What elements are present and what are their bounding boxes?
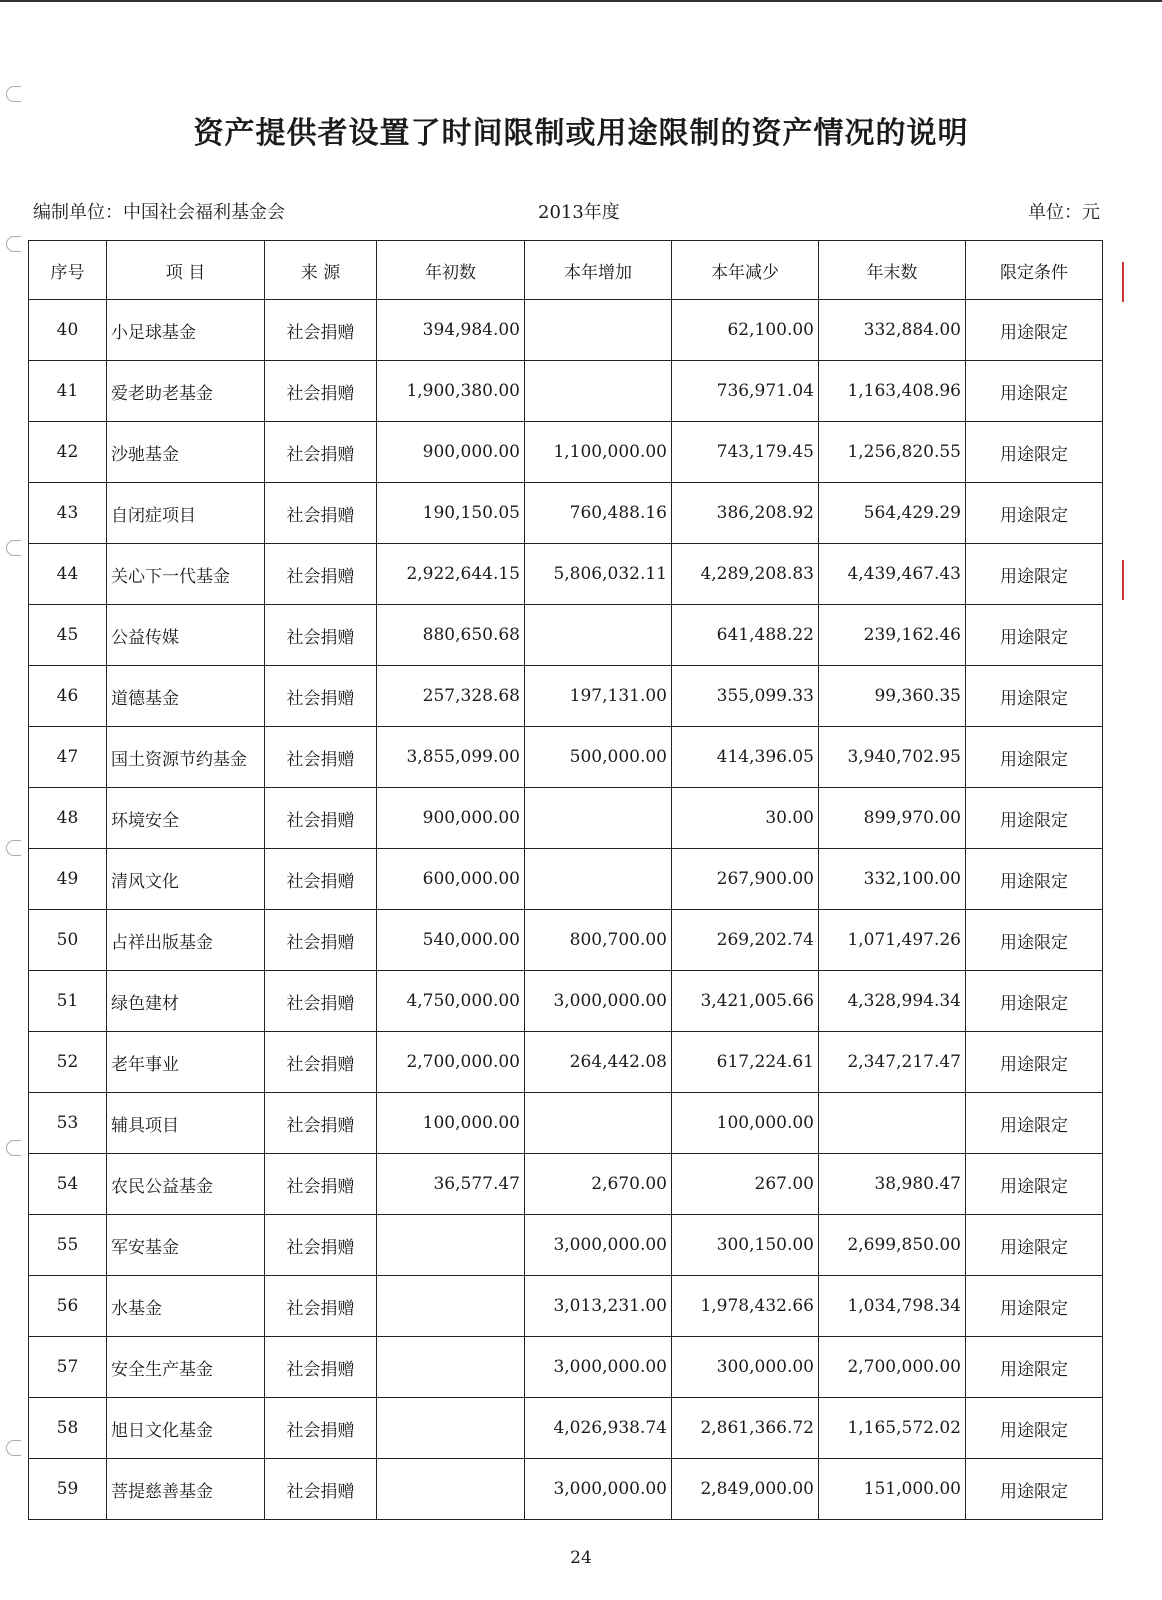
row-condition: 用途限定 — [966, 1032, 1103, 1093]
row-condition: 用途限定 — [966, 605, 1103, 666]
row-increase: 3,000,000.00 — [525, 971, 672, 1032]
row-closing: 1,071,497.26 — [819, 910, 966, 971]
row-closing: 2,347,217.47 — [819, 1032, 966, 1093]
table-row — [29, 727, 1103, 788]
row-increase: 800,700.00 — [525, 910, 672, 971]
org-label: 编制单位：中国社会福利基金会 — [33, 202, 285, 223]
row-item: 自闭症项目 — [107, 483, 265, 544]
row-source: 社会捐赠 — [265, 1276, 377, 1337]
fiscal-year: 2013年度 — [538, 202, 620, 223]
row-opening: 900,000.00 — [377, 788, 525, 849]
row-item: 绿色建材 — [107, 971, 265, 1032]
row-opening: 100,000.00 — [377, 1093, 525, 1154]
row-decrease: 355,099.33 — [672, 666, 819, 727]
row-source: 社会捐赠 — [265, 361, 377, 422]
punch-hole-mark — [6, 1140, 21, 1156]
row-seq: 49 — [29, 849, 107, 910]
row-decrease: 267,900.00 — [672, 849, 819, 910]
punch-hole-mark — [6, 86, 21, 102]
row-source: 社会捐赠 — [265, 300, 377, 361]
row-decrease: 269,202.74 — [672, 910, 819, 971]
row-seq: 59 — [29, 1459, 107, 1520]
row-item: 国土资源节约基金 — [107, 727, 265, 788]
row-seq: 52 — [29, 1032, 107, 1093]
row-source: 社会捐赠 — [265, 1154, 377, 1215]
row-condition: 用途限定 — [966, 849, 1103, 910]
row-item: 关心下一代基金 — [107, 544, 265, 605]
row-condition: 用途限定 — [966, 1093, 1103, 1154]
unit-label: 单位：元 — [1028, 202, 1100, 223]
row-opening: 257,328.68 — [377, 666, 525, 727]
row-item: 爱老助老基金 — [107, 361, 265, 422]
row-closing: 3,940,702.95 — [819, 727, 966, 788]
row-item: 道德基金 — [107, 666, 265, 727]
row-decrease: 386,208.92 — [672, 483, 819, 544]
row-seq: 44 — [29, 544, 107, 605]
row-decrease: 414,396.05 — [672, 727, 819, 788]
row-item: 清风文化 — [107, 849, 265, 910]
row-decrease: 4,289,208.83 — [672, 544, 819, 605]
row-source: 社会捐赠 — [265, 971, 377, 1032]
row-increase: 760,488.16 — [525, 483, 672, 544]
row-increase — [525, 300, 672, 361]
row-decrease: 30.00 — [672, 788, 819, 849]
row-closing: 38,980.47 — [819, 1154, 966, 1215]
row-source: 社会捐赠 — [265, 910, 377, 971]
row-increase — [525, 605, 672, 666]
row-item: 安全生产基金 — [107, 1337, 265, 1398]
punch-hole-mark — [6, 540, 21, 556]
row-condition: 用途限定 — [966, 727, 1103, 788]
table-row — [29, 1337, 1103, 1398]
row-decrease: 62,100.00 — [672, 300, 819, 361]
header-source: 来 源 — [265, 241, 377, 300]
row-condition: 用途限定 — [966, 300, 1103, 361]
table-row — [29, 971, 1103, 1032]
row-item: 老年事业 — [107, 1032, 265, 1093]
row-increase — [525, 849, 672, 910]
row-decrease: 100,000.00 — [672, 1093, 819, 1154]
row-opening: 880,650.68 — [377, 605, 525, 666]
row-item: 菩提慈善基金 — [107, 1459, 265, 1520]
row-opening: 2,922,644.15 — [377, 544, 525, 605]
row-condition: 用途限定 — [966, 422, 1103, 483]
row-seq: 42 — [29, 422, 107, 483]
page-title: 资产提供者设置了时间限制或用途限制的资产情况的说明 — [193, 116, 969, 151]
row-item: 农民公益基金 — [107, 1154, 265, 1215]
row-seq: 50 — [29, 910, 107, 971]
row-item: 公益传媒 — [107, 605, 265, 666]
header-decrease: 本年减少 — [672, 241, 819, 300]
row-increase: 264,442.08 — [525, 1032, 672, 1093]
row-closing — [819, 1093, 966, 1154]
row-source: 社会捐赠 — [265, 483, 377, 544]
row-increase: 4,026,938.74 — [525, 1398, 672, 1459]
row-closing: 4,328,994.34 — [819, 971, 966, 1032]
row-opening: 1,900,380.00 — [377, 361, 525, 422]
row-source: 社会捐赠 — [265, 1093, 377, 1154]
row-opening — [377, 1215, 525, 1276]
table-row — [29, 1459, 1103, 1520]
row-seq: 56 — [29, 1276, 107, 1337]
row-increase: 3,000,000.00 — [525, 1215, 672, 1276]
row-opening: 190,150.05 — [377, 483, 525, 544]
row-increase: 197,131.00 — [525, 666, 672, 727]
row-closing: 332,100.00 — [819, 849, 966, 910]
row-decrease: 1,978,432.66 — [672, 1276, 819, 1337]
row-decrease: 641,488.22 — [672, 605, 819, 666]
row-seq: 54 — [29, 1154, 107, 1215]
row-condition: 用途限定 — [966, 1337, 1103, 1398]
row-source: 社会捐赠 — [265, 1337, 377, 1398]
table-row — [29, 544, 1103, 605]
table-row — [29, 1215, 1103, 1276]
row-source: 社会捐赠 — [265, 1398, 377, 1459]
row-opening: 394,984.00 — [377, 300, 525, 361]
row-decrease: 267.00 — [672, 1154, 819, 1215]
row-source: 社会捐赠 — [265, 849, 377, 910]
row-condition: 用途限定 — [966, 361, 1103, 422]
row-source: 社会捐赠 — [265, 1032, 377, 1093]
row-seq: 51 — [29, 971, 107, 1032]
row-closing: 1,256,820.55 — [819, 422, 966, 483]
row-decrease: 743,179.45 — [672, 422, 819, 483]
row-item: 水基金 — [107, 1276, 265, 1337]
row-increase — [525, 788, 672, 849]
row-item: 旭日文化基金 — [107, 1398, 265, 1459]
row-decrease: 300,000.00 — [672, 1337, 819, 1398]
row-seq: 46 — [29, 666, 107, 727]
table-row — [29, 666, 1103, 727]
top-rule — [0, 0, 1162, 2]
table-row — [29, 483, 1103, 544]
row-closing: 2,700,000.00 — [819, 1337, 966, 1398]
row-opening: 3,855,099.00 — [377, 727, 525, 788]
row-closing: 899,970.00 — [819, 788, 966, 849]
row-increase: 500,000.00 — [525, 727, 672, 788]
table-row — [29, 605, 1103, 666]
punch-hole-mark — [6, 1440, 21, 1456]
row-closing: 1,163,408.96 — [819, 361, 966, 422]
row-source: 社会捐赠 — [265, 727, 377, 788]
row-seq: 48 — [29, 788, 107, 849]
row-closing: 1,034,798.34 — [819, 1276, 966, 1337]
row-condition: 用途限定 — [966, 1398, 1103, 1459]
table-row — [29, 1032, 1103, 1093]
row-decrease: 736,971.04 — [672, 361, 819, 422]
row-seq: 43 — [29, 483, 107, 544]
row-condition: 用途限定 — [966, 666, 1103, 727]
row-source: 社会捐赠 — [265, 1215, 377, 1276]
row-closing: 564,429.29 — [819, 483, 966, 544]
row-item: 小足球基金 — [107, 300, 265, 361]
row-seq: 53 — [29, 1093, 107, 1154]
row-decrease: 3,421,005.66 — [672, 971, 819, 1032]
header-closing: 年末数 — [819, 241, 966, 300]
row-opening: 4,750,000.00 — [377, 971, 525, 1032]
row-seq: 41 — [29, 361, 107, 422]
row-increase: 3,000,000.00 — [525, 1459, 672, 1520]
header-seq: 序号 — [29, 241, 107, 300]
row-condition: 用途限定 — [966, 1154, 1103, 1215]
row-item: 沙驰基金 — [107, 422, 265, 483]
row-opening — [377, 1398, 525, 1459]
row-seq: 57 — [29, 1337, 107, 1398]
table-row — [29, 1276, 1103, 1337]
row-closing: 1,165,572.02 — [819, 1398, 966, 1459]
table-row — [29, 361, 1103, 422]
row-condition: 用途限定 — [966, 1276, 1103, 1337]
row-increase: 3,000,000.00 — [525, 1337, 672, 1398]
row-source: 社会捐赠 — [265, 544, 377, 605]
row-source: 社会捐赠 — [265, 666, 377, 727]
row-closing: 99,360.35 — [819, 666, 966, 727]
row-increase: 2,670.00 — [525, 1154, 672, 1215]
header-item: 项 目 — [107, 241, 265, 300]
row-increase — [525, 1093, 672, 1154]
row-item: 占祥出版基金 — [107, 910, 265, 971]
row-increase — [525, 361, 672, 422]
row-opening: 36,577.47 — [377, 1154, 525, 1215]
row-opening — [377, 1276, 525, 1337]
row-condition: 用途限定 — [966, 910, 1103, 971]
row-condition: 用途限定 — [966, 788, 1103, 849]
row-condition: 用途限定 — [966, 1215, 1103, 1276]
table-row — [29, 910, 1103, 971]
margin-mark — [1122, 560, 1124, 600]
table-row — [29, 422, 1103, 483]
table-row — [29, 1093, 1103, 1154]
row-item: 军安基金 — [107, 1215, 265, 1276]
row-opening: 540,000.00 — [377, 910, 525, 971]
row-increase: 1,100,000.00 — [525, 422, 672, 483]
punch-hole-mark — [6, 840, 21, 856]
row-opening — [377, 1337, 525, 1398]
punch-hole-mark — [6, 236, 21, 252]
header-increase: 本年增加 — [525, 241, 672, 300]
table-row — [29, 300, 1103, 361]
row-source: 社会捐赠 — [265, 422, 377, 483]
row-item: 环境安全 — [107, 788, 265, 849]
row-seq: 45 — [29, 605, 107, 666]
table-row — [29, 1398, 1103, 1459]
header-opening: 年初数 — [377, 241, 525, 300]
row-decrease: 2,849,000.00 — [672, 1459, 819, 1520]
row-decrease: 300,150.00 — [672, 1215, 819, 1276]
row-seq: 58 — [29, 1398, 107, 1459]
row-closing: 239,162.46 — [819, 605, 966, 666]
row-increase: 5,806,032.11 — [525, 544, 672, 605]
row-condition: 用途限定 — [966, 483, 1103, 544]
row-increase: 3,013,231.00 — [525, 1276, 672, 1337]
table-row — [29, 1154, 1103, 1215]
page-number: 24 — [570, 1548, 592, 1568]
row-source: 社会捐赠 — [265, 1459, 377, 1520]
row-decrease: 2,861,366.72 — [672, 1398, 819, 1459]
row-closing: 4,439,467.43 — [819, 544, 966, 605]
row-item: 辅具项目 — [107, 1093, 265, 1154]
table-row — [29, 788, 1103, 849]
restricted-assets-table — [28, 240, 1103, 1520]
row-decrease: 617,224.61 — [672, 1032, 819, 1093]
row-opening — [377, 1459, 525, 1520]
margin-mark — [1122, 262, 1124, 302]
row-source: 社会捐赠 — [265, 788, 377, 849]
row-seq: 55 — [29, 1215, 107, 1276]
row-closing: 151,000.00 — [819, 1459, 966, 1520]
row-seq: 47 — [29, 727, 107, 788]
row-closing: 332,884.00 — [819, 300, 966, 361]
row-condition: 用途限定 — [966, 971, 1103, 1032]
row-closing: 2,699,850.00 — [819, 1215, 966, 1276]
row-opening: 600,000.00 — [377, 849, 525, 910]
row-opening: 2,700,000.00 — [377, 1032, 525, 1093]
header-condition: 限定条件 — [966, 241, 1103, 300]
row-condition: 用途限定 — [966, 544, 1103, 605]
table-row — [29, 849, 1103, 910]
row-opening: 900,000.00 — [377, 422, 525, 483]
table-header-row — [29, 241, 1103, 300]
row-source: 社会捐赠 — [265, 605, 377, 666]
row-seq: 40 — [29, 300, 107, 361]
row-condition: 用途限定 — [966, 1459, 1103, 1520]
